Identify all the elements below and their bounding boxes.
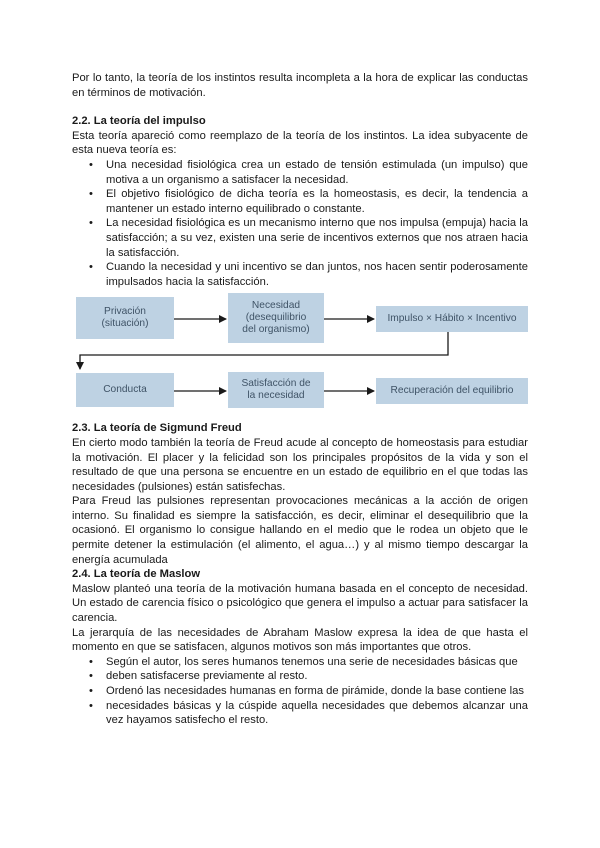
list-item: • necesidades básicas y la cúspide aquella necesidades que debemos alcanzar una vez hayamos satisfecho el resto. <box>89 699 528 728</box>
recuperacion-box <box>376 378 528 404</box>
section-2-2-heading: 2.2. La teoría del impulso <box>72 115 206 128</box>
list-item: • Según el autor, los seres humanos tenemos una serie de necesidades básicas que <box>89 655 528 670</box>
satisfaccion-sublabel: la necesidad <box>247 390 305 402</box>
section-2-4-bullet-list <box>72 655 528 728</box>
satisfaccion-box <box>228 372 324 408</box>
section-2-4-heading: 2.4. La teoría de Maslow <box>72 568 201 581</box>
conducta-box <box>76 373 174 407</box>
necesidad-label: Necesidad <box>251 300 301 312</box>
necesidad-sublabel-2: del organismo) <box>242 324 310 336</box>
conducta-label: Conducta <box>103 384 147 396</box>
section-2-3-heading: 2.3. La teoría de Sigmund Freud <box>72 422 242 435</box>
list-item: • La necesidad fisiológica es un mecanismo interno que nos impulsa (empuja) hacia la satisfacción; a su vez, existen una serie de incentivos externos que nos atraen hacia la satisfacción. <box>89 216 528 260</box>
recuperacion-label: Recuperación del equilibrio <box>390 385 514 397</box>
list-item: • deben satisfacerse previamente al resto. <box>89 669 528 684</box>
section-2-2-paragraph: Esta teoría apareció como reemplazo de la teoría de los instintos. La idea subyacente de esta nueva teoría es: <box>72 129 528 157</box>
privacion-box <box>76 297 174 339</box>
section-2-4-paragraph-2: La jerarquía de las necesidades de Abraham Maslow expresa la idea de que hasta el momento en que se satisfacen, algunos motivos son más importantes que otros. <box>72 626 528 654</box>
necesidad-box <box>228 293 324 343</box>
privacion-sublabel: (situación) <box>101 318 149 330</box>
privacion-label: Privación <box>104 306 146 318</box>
intro-paragraph: Por lo tanto, la teoría de los instintos resulta incompleta a la hora de explicar las conductas en términos de motivación. <box>72 72 528 99</box>
section-2-4-paragraph-1: Maslow planteó una teoría de la motivación humana basada en el concepto de necesidad. Un estado de carencia físico o psicológico que genera el impulso a actuar para satisfacer la carencia. <box>72 582 528 625</box>
section-2-2-bullet-list <box>72 158 528 289</box>
impulso-box <box>376 306 528 332</box>
section-2-3-paragraph-1: En cierto modo también la teoría de Freud acude al concepto de homeostasis para estudiar la motivación. El placer y la felicidad son los principales propósitos de la vida y son el resultado de que una persona se encuentre en un estado de equilibrio en el que todas las necesidades (pulsiones) están satisfechas. <box>72 436 528 493</box>
list-item: • Cuando la necesidad y uni incentivo se dan juntos, nos hacen sentir poderosamente impulsados hacia la satisfacción. <box>89 260 528 289</box>
drive-theory-diagram <box>76 293 532 415</box>
list-item: • Ordenó las necesidades humanas en forma de pirámide, donde la base contiene las <box>89 684 528 699</box>
list-item: • El objetivo fisiológico de dicha teoría es la homeostasis, es decir, la tendencia a mantener un estado interno equilibrado o constante. <box>89 187 528 216</box>
list-item: • Una necesidad fisiológica crea un estado de tensión estimulada (un impulso) que motiva a un organismo a satisfacer la necesidad. <box>89 158 528 187</box>
necesidad-sublabel-1: (desequilibrio <box>245 312 307 324</box>
impulso-label: Impulso × Hábito × Incentivo <box>387 313 517 325</box>
section-2-3-paragraph-2: Para Freud las pulsiones representan provocaciones mecánicas a la acción de origen interno. Su finalidad es siempre la satisfacción, es decir, eliminar el desequilibrio que la ocasionó. El organismo lo consigue hallando en el medio que le rodea un objeto que le permite detener la estimulación (el alimento, el agua…) y al mismo tiempo descargar la energía acumulada <box>72 495 528 566</box>
satisfaccion-label: Satisfacción de <box>241 378 311 390</box>
document-page <box>72 71 528 728</box>
